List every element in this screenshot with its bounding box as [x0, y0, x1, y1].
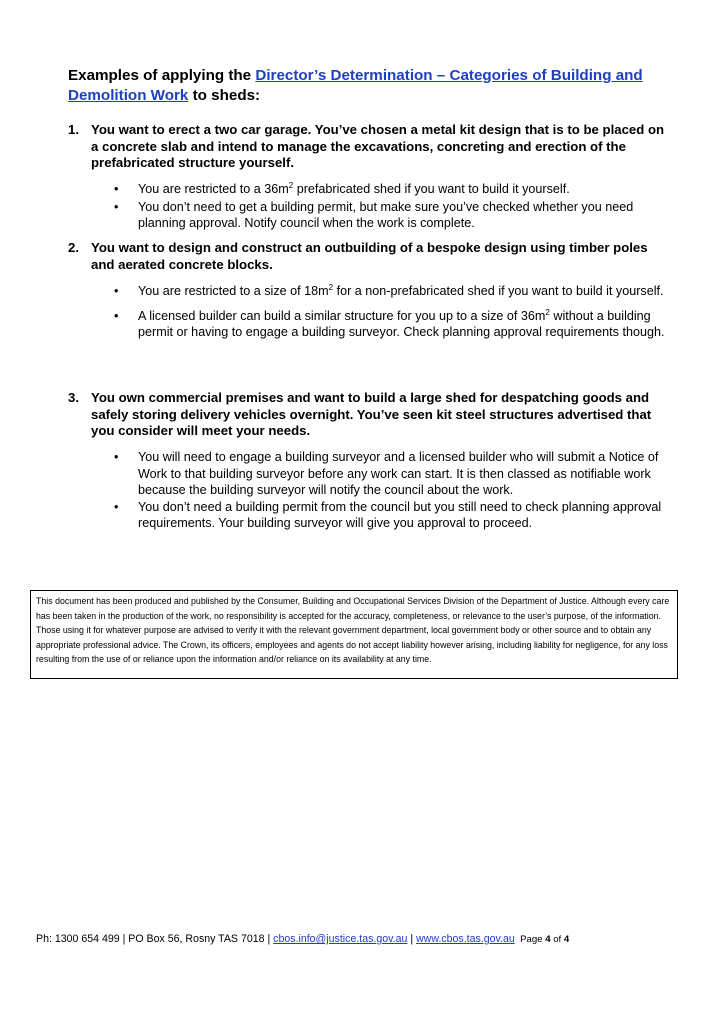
- bullet-glyph: •: [114, 308, 119, 323]
- bullet-glyph: •: [114, 450, 119, 464]
- page-indicator: Page 4 of 4: [520, 934, 570, 945]
- bullet-glyph: •: [114, 284, 119, 298]
- question-text: You own commercial premises and want to build a large shed for despatching goods and safely storing delivery vehicles overnight. You’ve seen kit steel structures advertised that you consider will meet your needs.: [91, 390, 652, 438]
- list-item: • You are restricted to a $36m^2$ prefabricated shed if you want to build it yourself.: [114, 180, 570, 196]
- list-item: • You are restricted to a size of $18m^2$ for a non-prefabricated shed if you want to build it yourself.: [114, 282, 664, 298]
- question-text: You want to erect a two car garage. You’ve chosen a metal kit design that is to be placed on a concrete slab and intend to manage the excavations, concreting and erection of the prefabricated structure yourself.: [91, 122, 665, 170]
- example-question-3: [68, 390, 668, 440]
- website-link[interactable]: www.cbos.tas.gov.au: [416, 933, 515, 945]
- list-item: • You don’t need a building permit from the council but you still need to check planning approval requirements. Your building surveyor will give you approval to proceed.: [114, 499, 662, 530]
- question-number: 1.: [68, 122, 79, 137]
- heading-prefix: Examples of applying the: [68, 67, 256, 84]
- example-question-1: [68, 122, 668, 172]
- disclaimer-text: This document has been produced and published by the Consumer, Building and Occupational Services Division of the Department of Justice. Although every care has been taken in the production of the work, no responsibility is accepted for the accuracy, completeness, or relevance to the user’s purpose, of the information. Those using it for whatever purpose are advised to verify it with the relevant government department, local government body or other source and to obtain any appropriate professional advice. The Crown, its officers, employees and agents do not accept liability however arising, including liability for negligence, for any loss resulting from the use of or reliance upon the information and/or reliance on its availability at any time.: [36, 596, 670, 664]
- list-item: • You don’t need to get a building permit, but make sure you’ve checked whether you need planning approval. Notify council when the work is complete.: [114, 199, 634, 230]
- bullet-glyph: •: [114, 199, 119, 214]
- list-item: • A licensed builder can build a similar structure for you up to a size of $36m^2$ without a building permit or having to engage a building surveyor. Check planning approval requirements though.: [114, 307, 665, 339]
- heading-suffix: to sheds:: [188, 87, 261, 104]
- answer-list-1: [114, 181, 674, 232]
- answer-list-2: [114, 283, 674, 341]
- page-footer: [36, 932, 696, 947]
- footer-contact: Ph: 1300 654 499 | PO Box 56, Rosny TAS 7018 |: [36, 933, 274, 945]
- page-number: 4: [545, 934, 551, 945]
- question-number: 3.: [68, 390, 79, 405]
- question-text: You want to design and construct an outbuilding of a bespoke design using timber poles and aerated concrete blocks.: [91, 240, 648, 272]
- section-heading: [68, 66, 678, 106]
- list-item: • You will need to engage a building surveyor and a licensed builder who will submit a Notice of Work to that building surveyor before any work can start. It is then classed as notifiable work because the building surveyor will notify the council about the work.: [114, 450, 659, 497]
- email-link[interactable]: cbos.info@justice.tas.gov.au: [273, 933, 408, 945]
- example-question-2: [68, 240, 668, 273]
- disclaimer-box: [30, 590, 678, 679]
- question-number: 2.: [68, 240, 79, 255]
- answer-list-3: [114, 449, 674, 532]
- footer-separator: |: [407, 933, 417, 945]
- bullet-glyph: •: [114, 182, 119, 196]
- directors-determination-link[interactable]: Director’s Determination – Categories of Building and Demolition Work: [68, 67, 643, 104]
- page-total: 4: [563, 934, 570, 945]
- bullet-glyph: •: [114, 499, 119, 514]
